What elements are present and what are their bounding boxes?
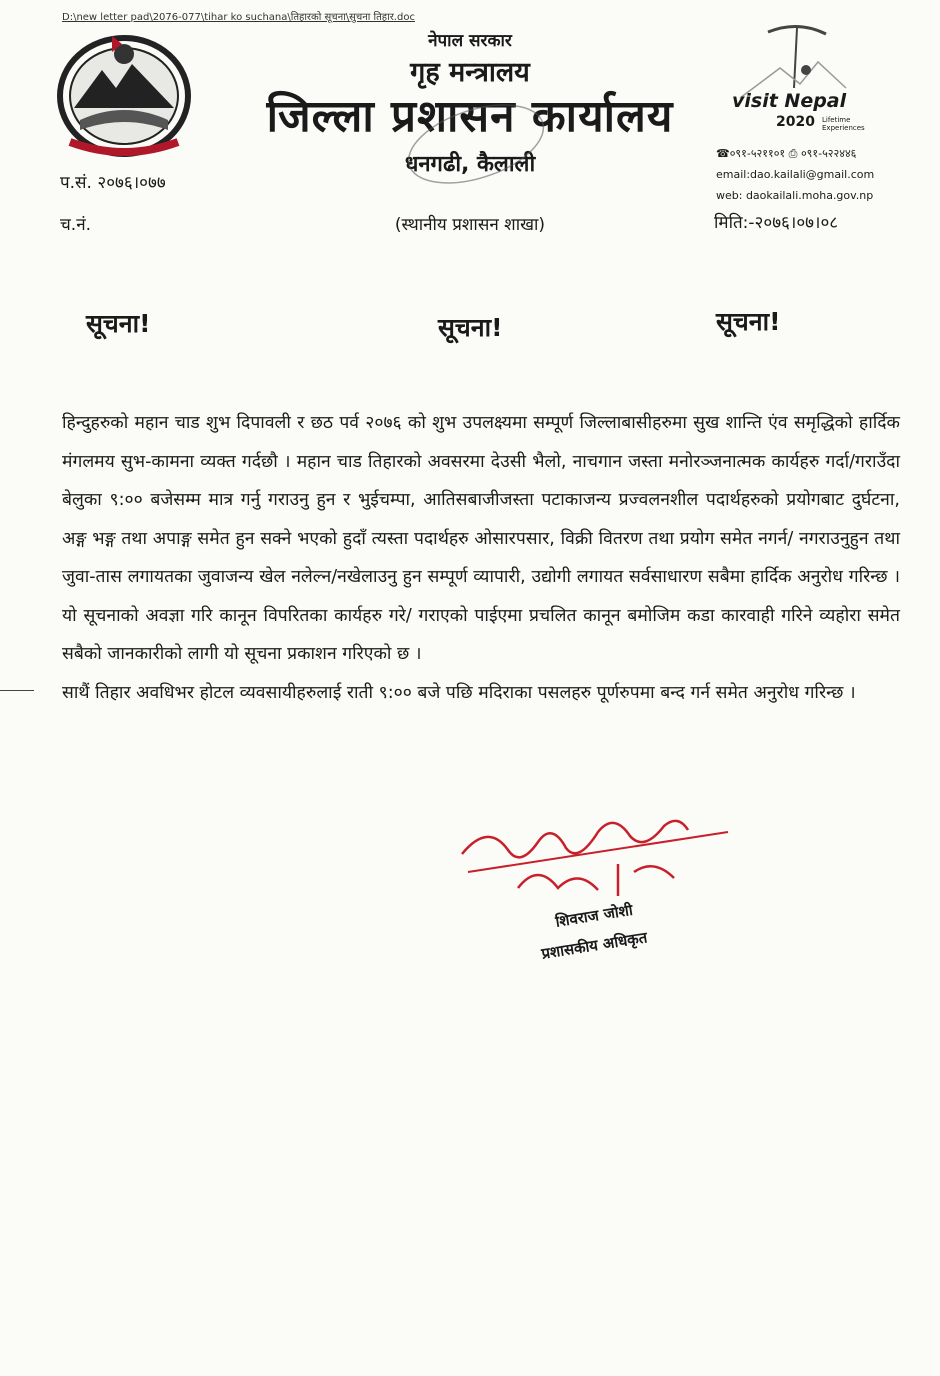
office-location: धनगढी, कैलाली	[404, 152, 536, 177]
office-name: जिल्ला प्रशासन कार्यालय	[266, 91, 674, 142]
visit-nepal-year: 2020	[776, 114, 815, 130]
margin-mark	[0, 690, 34, 691]
section-name: (स्थानीय प्रशासन शाखा)	[394, 215, 546, 235]
notice-body	[62, 404, 900, 712]
letter-date: मिति:-२०७६।०७।०८	[714, 213, 839, 233]
phone-fax: ☎०९१-५२११०१ ⎙ ०९१-५२२४४६	[716, 147, 857, 160]
notice-heading-left: सूचना!	[86, 309, 151, 338]
ministry-name: गृह मन्त्रालय	[410, 57, 530, 88]
signature-icon	[448, 792, 748, 912]
contact-block	[716, 143, 874, 206]
notice-paragraph-2: साथैं तिहार अवधिभर होटल व्यवसायीहरुलाई राती ९:०० बजे पछि मदिराका पसलहरु पूर्णरुपमा बन्द गर्न समेत अनुरोध गरिन्छ ।	[62, 682, 856, 703]
website: web: daokailali.moha.gov.np	[716, 189, 874, 202]
government-name: नेपाल सरकार	[428, 31, 512, 51]
office-stamp-icon	[396, 104, 556, 184]
visit-nepal-text: visit Nepal	[732, 90, 847, 112]
notice-heading-center: सूचना!	[438, 313, 503, 342]
file-path: D:\new letter pad\2076-077\tihar ko suchana\तिहारको सूचना\सुचना तिहार.doc	[62, 12, 415, 23]
signatory-name: शिवराज जोशी	[554, 900, 634, 931]
notice-paragraph-1: हिन्दुहरुको महान चाड शुभ दिपावली र छठ पर्व २०७६ को शुभ उपलक्ष्यमा सम्पूर्ण जिल्लाबासीहरुमा सुख शान्ति एंव समृद्धिको हार्दिक मंगलमय सुभ-कामना व्यक्त गर्दछौ । महान चाड तिहारको अवसरमा देउसी भैलो, नाचगान जस्ता मनोरञ्जनात्मक कार्यहरु गर्दा/गराउँदा बेलुका ९:०० बजेसम्म मात्र गर्नु गराउनु हुन र भुईचम्पा, आतिसबाजीजस्ता पटाकाजन्य प्रज्वलनशील पदार्थहरुको प्रयोगबाट दुर्घटना, अङ्ग भङ्ग तथा अपाङ्ग समेत हुन सक्ने भएको हुदाँ त्यस्ता पदार्थहरु ओसारपसार, विक्री वितरण तथा प्रयोग समेत नगर्न/ नगराउनुहुन तथा जुवा-तास लगायतका जुवाजन्य खेल नलेल्न/नखेलाउनु हुन सम्पूर्ण व्यापारी, उद्योगी लगायत सर्वसाधारण सबैमा हार्दिक अनुरोध गरिन्छ । यो सूचनाको अवज्ञा गरि कानून विपरितका कार्यहरु गरे/ गराएको पाईएमा प्रचलित कानून बमोजिम कडा कारवाही गरिने व्यहोरा समेत सबैको जानकारीको लागी यो सूचना प्रकाशन गरिएको छ ।	[62, 413, 900, 664]
visit-nepal-logo	[728, 18, 898, 136]
visit-nepal-tagline: Lifetime Experiences	[822, 116, 865, 132]
notice-heading-right: सूचना!	[716, 307, 781, 336]
email: email:dao.kailali@gmail.com	[716, 168, 875, 181]
ch-number: च.नं.	[60, 215, 92, 235]
ps-number: प.सं. २०७६।०७७	[60, 173, 166, 193]
signatory-title: प्रशासकीय अधिकृत	[540, 928, 649, 963]
